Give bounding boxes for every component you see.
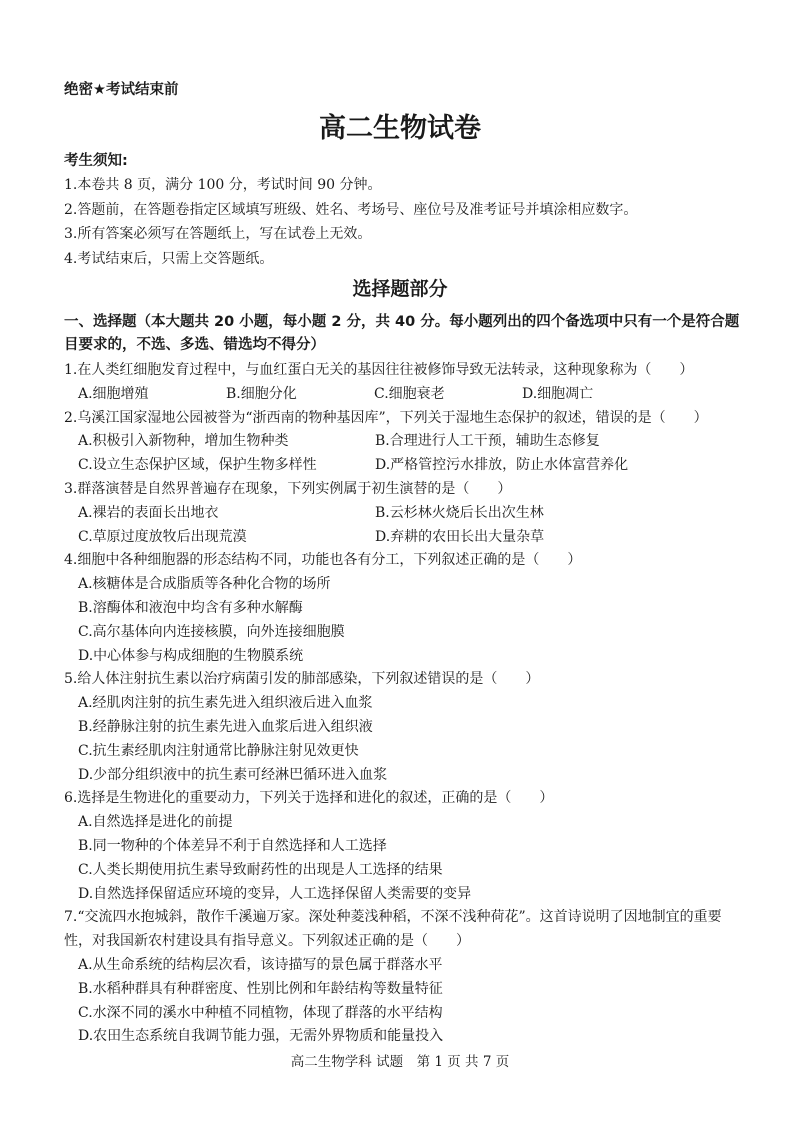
option-c: C.设立生态保护区域，保护生物多样性 [78, 457, 317, 474]
part-heading: 一、选择题（本大题共 20 小题，每小题 2 分，共 40 分。每小题列出的四个备选项中只有一个是符合题目要求的，不选、多选、错选均不得分） [64, 314, 740, 353]
exam-notice [64, 150, 754, 271]
notice-item: 3.所有答案必须写在答题纸上，写在试卷上无效。 [64, 226, 372, 242]
option-d: D.严格管控污水排放，防止水体富营养化 [375, 457, 629, 474]
option-group [64, 502, 754, 550]
question-stem: 6.选择是生物进化的重要动力，下列关于选择和进化的叙述，正确的是（ ） [64, 790, 554, 807]
option-c: C.细胞衰老 [374, 385, 445, 402]
option-b: B.云杉林火烧后长出次生林 [375, 504, 544, 521]
question-5 [64, 668, 754, 787]
option-a: A.裸岩的表面长出地衣 [78, 504, 219, 521]
option-c: C.草原过度放牧后出现荒漠 [78, 528, 247, 545]
question-1 [64, 359, 754, 407]
option-d: D.弃耕的农田长出大量杂草 [375, 528, 545, 545]
option-c: C.抗生素经肌肉注射通常比静脉注射见效更快 [78, 742, 359, 759]
question-2 [64, 407, 754, 478]
notice-heading: 考生须知: [64, 153, 128, 169]
question-stem: 3.群落演替是自然界普遍存在现象，下列实例属于初生演替的是（ ） [64, 480, 512, 497]
option-d: D.细胞凋亡 [522, 385, 594, 402]
question-stem: 4.细胞中各种细胞器的形态结构不同，功能也各有分工，下列叙述正确的是（ ） [64, 552, 582, 569]
question-stem: 5.给人体注射抗生素以治疗病菌引发的肺部感染，下列叙述错误的是（ ） [64, 671, 540, 688]
option-b: B.细胞分化 [226, 385, 297, 402]
option-a: A.细胞增殖 [78, 385, 149, 402]
notice-item: 1.本卷共 8 页，满分 100 分，考试时间 90 分钟。 [64, 177, 382, 193]
option-a: A.自然选择是进化的前提 [78, 814, 233, 831]
option-c: C.水深不同的溪水中种植不同植物，体现了群落的水平结构 [78, 1004, 443, 1021]
question-4 [64, 549, 754, 668]
option-a: A.从生命系统的结构层次看，该诗描写的景色属于群落水平 [78, 956, 443, 973]
notice-item: 4.考试结束后，只需上交答题纸。 [64, 250, 274, 267]
option-d: D.自然选择保留适应环境的变异，人工选择保留人类需要的变异 [78, 885, 472, 902]
section-title: 选择题部分 [352, 278, 448, 300]
option-a: A.经肌肉注射的抗生素先进入组织液后进入血浆 [78, 695, 373, 712]
option-d: D.中心体参与构成细胞的生物膜系统 [78, 647, 304, 664]
option-d: D.少部分组织液中的抗生素可经淋巴循环进入血浆 [78, 766, 388, 783]
option-a: A.积极引入新物种，增加生物种类 [78, 433, 289, 450]
option-a: A.核糖体是合成脂质等各种化合物的场所 [78, 576, 331, 593]
option-d: D.农田生态系统自我调节能力强，无需外界物质和能量投入 [78, 1028, 444, 1045]
option-c: C.人类长期使用抗生素导致耐药性的出现是人工选择的结果 [78, 861, 443, 878]
option-b: B.同一物种的个体差异不利于自然选择和人工选择 [78, 837, 387, 854]
option-group [64, 811, 754, 906]
question-6 [64, 787, 754, 906]
page-footer: 高二生物学科 试题 第 1 页 共 7 页 [290, 1054, 510, 1070]
option-group [64, 573, 754, 668]
question-stem: 1.在人类红细胞发育过程中，与血红蛋白无关的基因往往被修饰导致无法转录，这种现象称为（ ） [64, 362, 694, 378]
page-title: 高二生物试卷 [319, 113, 481, 144]
option-group [64, 430, 754, 478]
question-7 [64, 906, 754, 1049]
question-3 [64, 478, 754, 549]
option-group [64, 954, 754, 1049]
option-c: C.高尔基体向内连接核膜，向外连接细胞膜 [78, 623, 345, 640]
option-b: B.合理进行人工干预，辅助生态修复 [375, 433, 600, 450]
confidential-mark: 绝密★考试结束前 [64, 82, 179, 98]
option-group [64, 383, 754, 407]
question-stem: 2.乌溪江国家湿地公园被誉为“浙西南的物种基因库”，下列关于湿地生态保护的叙述，错误的是（ ） [64, 409, 708, 426]
question-stem: 7.“交流四水抱城斜，散作千溪遍万家。深处种菱浅种稻，不深不浅种荷花”。这首诗说明了因地制宜的重要性，对我国新农村建设具有指导意义。下列叙述正确的是（ ） [64, 909, 722, 950]
option-group [64, 692, 754, 787]
notice-item: 2.答题前，在答题卷指定区域填写班级、姓名、考场号、座位号及准考证号并填涂相应数字。 [64, 201, 638, 218]
option-b: B.溶酶体和液泡中均含有多种水解酶 [78, 599, 303, 616]
option-b: B.水稻种群具有种群密度、性别比例和年龄结构等数量特征 [78, 980, 443, 997]
question-list [64, 359, 754, 1049]
option-b: B.经静脉注射的抗生素先进入血浆后进入组织液 [78, 718, 373, 735]
